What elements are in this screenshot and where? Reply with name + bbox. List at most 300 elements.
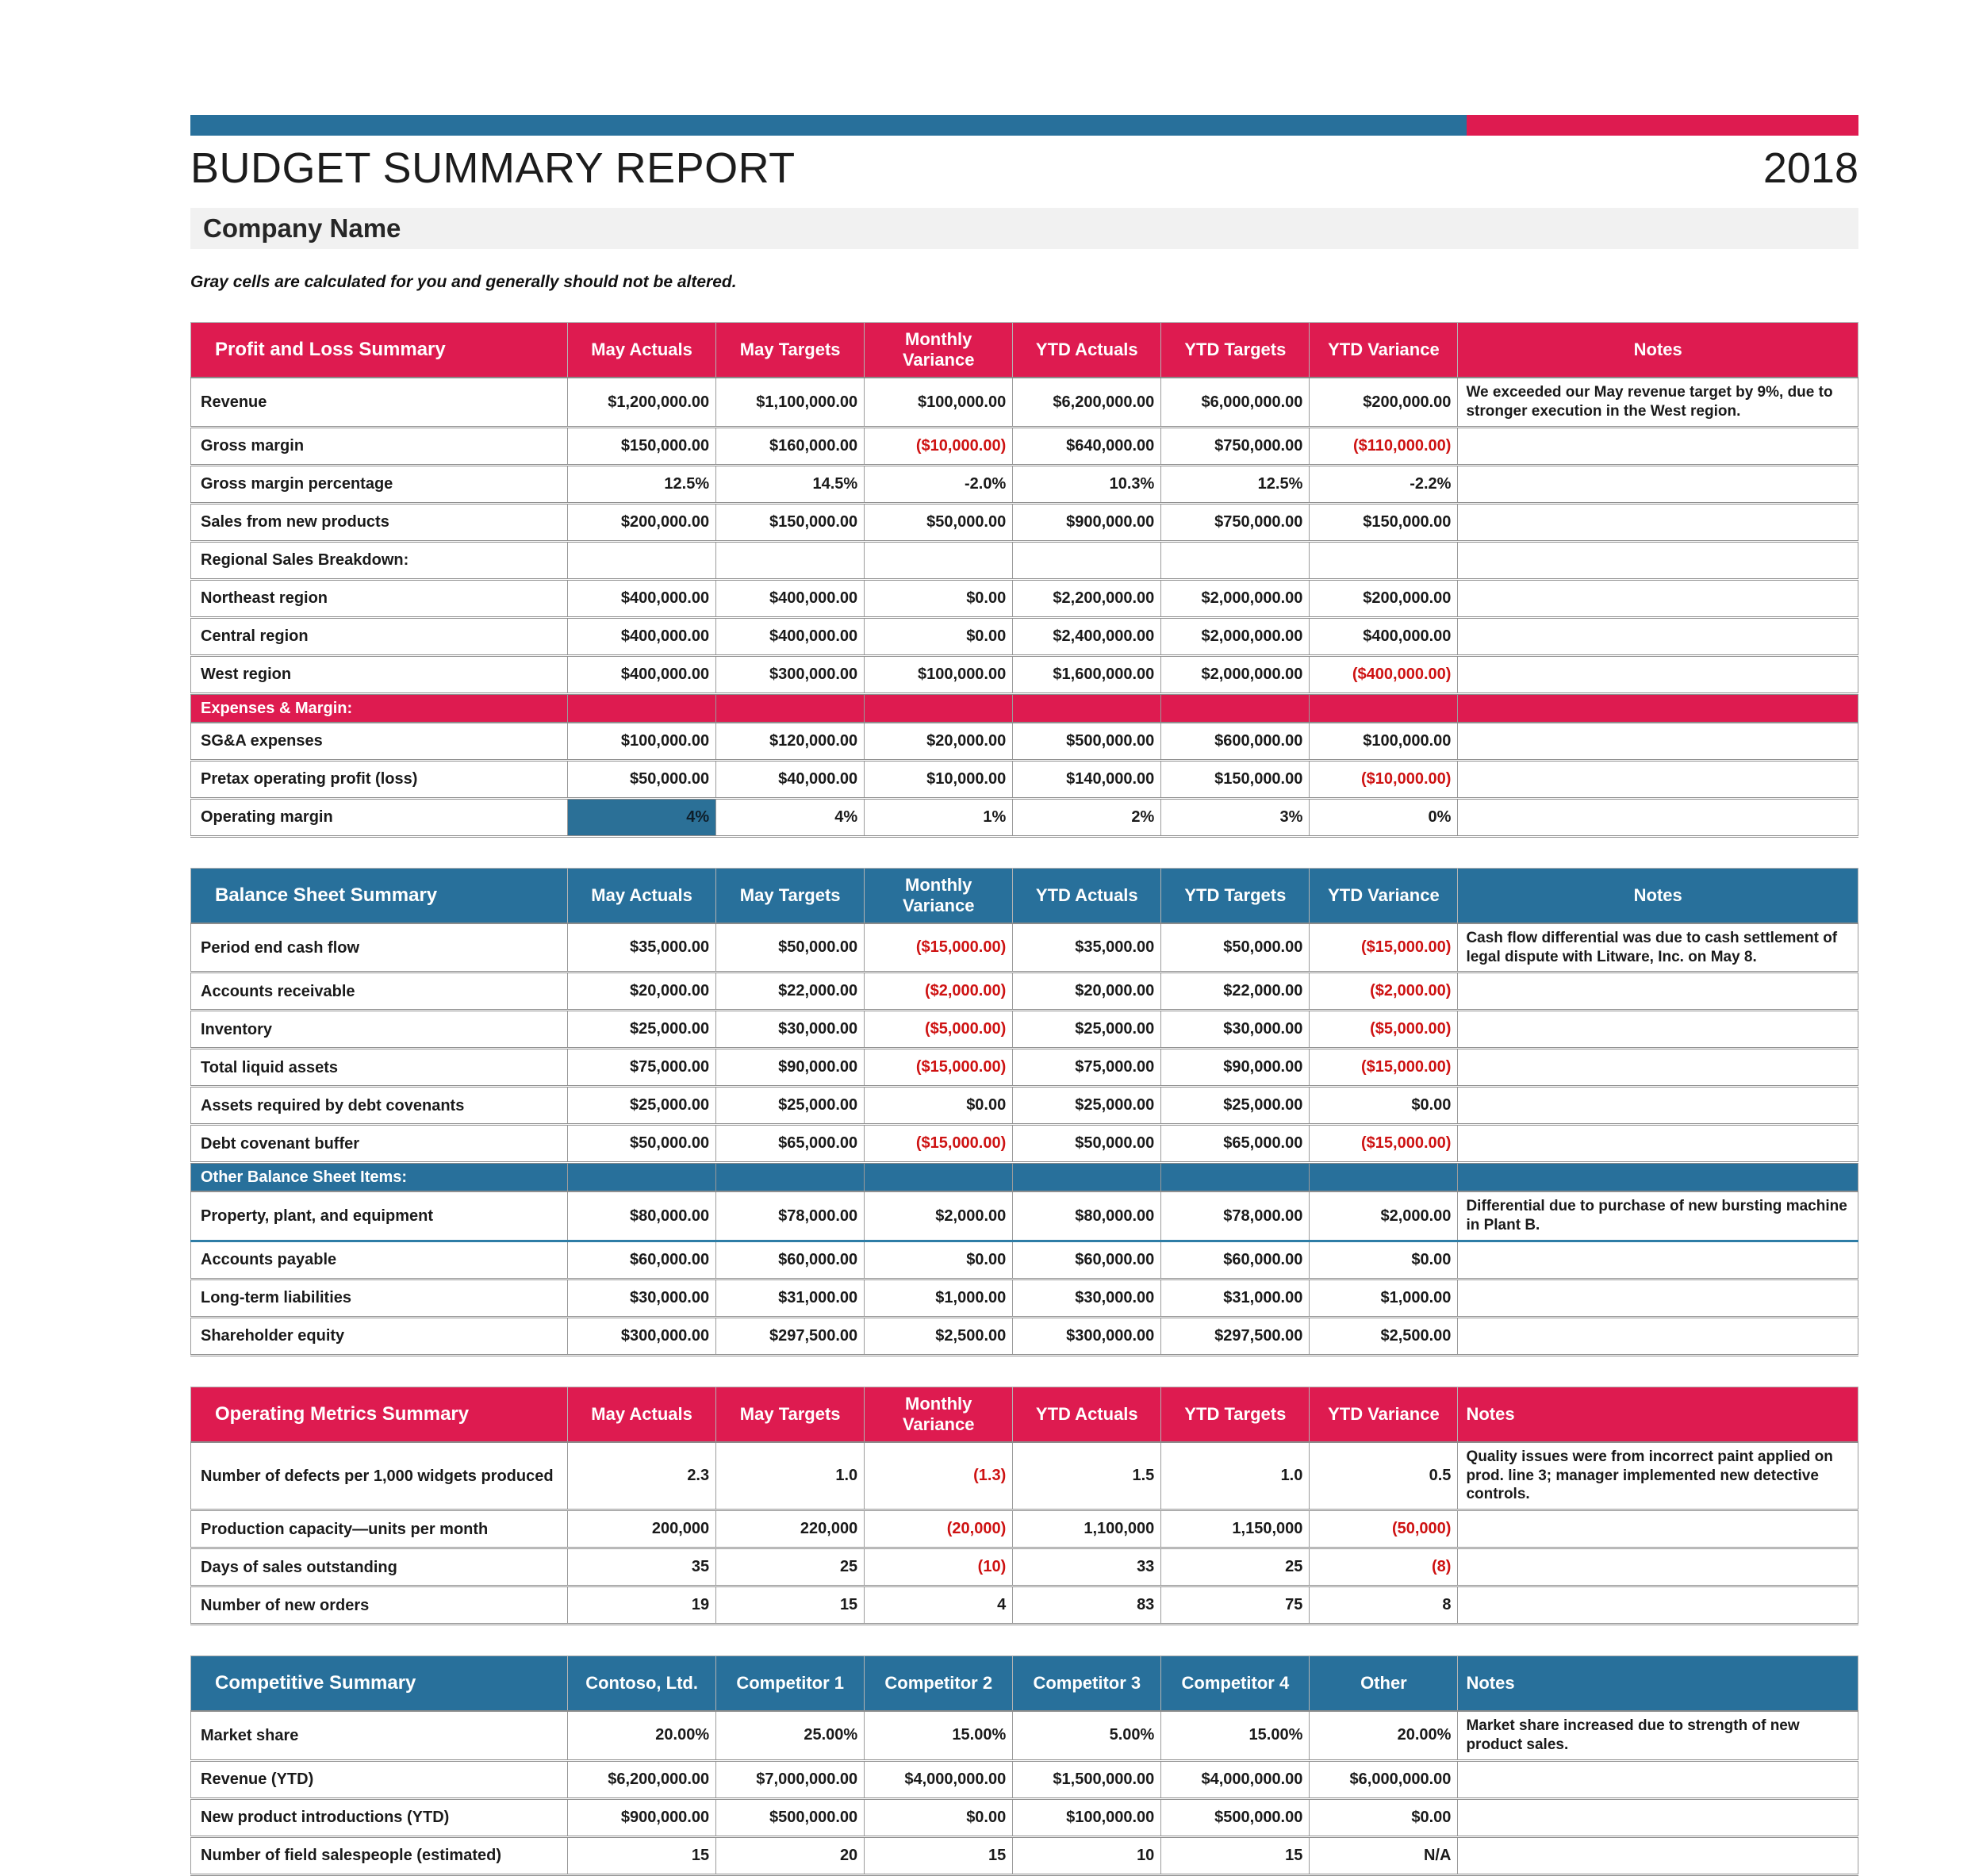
value-cell: $0.00 [1310, 1798, 1458, 1836]
row-label: Shareholder equity [191, 1317, 568, 1355]
value-cell: $50,000.00 [1161, 923, 1310, 973]
value-cell: $400,000.00 [568, 655, 716, 693]
value-cell: $500,000.00 [1161, 1798, 1310, 1836]
row-label: Production capacity—units per month [191, 1510, 568, 1548]
value-cell: $30,000.00 [1013, 1279, 1161, 1317]
section-cell [1458, 1163, 1858, 1192]
value-cell: $200,000.00 [568, 503, 716, 541]
note-cell [1458, 579, 1858, 617]
value-cell: $400,000.00 [716, 617, 865, 655]
section-cell [865, 1163, 1013, 1192]
table-row [191, 1760, 1858, 1798]
competitive-summary-title: Competitive Summary [191, 1656, 568, 1712]
company-name: Company Name [203, 213, 401, 244]
value-cell: $1,000.00 [1310, 1279, 1458, 1317]
value-cell: $25,000.00 [1013, 1087, 1161, 1125]
section-cell [1310, 1163, 1458, 1192]
column-header: Other [1310, 1656, 1458, 1712]
value-cell: ($5,000.00) [1310, 1011, 1458, 1049]
note-cell: Quality issues were from incorrect paint applied on prod. line 3; manager implemented new detective controls. [1458, 1442, 1858, 1510]
value-cell: $25,000.00 [1013, 1011, 1161, 1049]
note-cell: Market share increased due to strength of new product sales. [1458, 1711, 1858, 1760]
balance-sheet-summary-body [191, 923, 1858, 1356]
value-cell: 25 [716, 1548, 865, 1586]
note-cell: Differential due to purchase of new bursting machine in Plant B. [1458, 1191, 1858, 1241]
value-cell: 35 [568, 1548, 716, 1586]
row-label: Northeast region [191, 579, 568, 617]
value-cell: $2,000,000.00 [1161, 579, 1310, 617]
value-cell: $80,000.00 [568, 1191, 716, 1241]
value-cell: $400,000.00 [716, 579, 865, 617]
table-row [191, 1548, 1858, 1586]
section-cell [865, 693, 1013, 723]
value-cell: ($15,000.00) [1310, 923, 1458, 973]
profit-and-loss-summary-header [191, 323, 1858, 378]
header-bar-red-segment [1467, 115, 1858, 136]
column-header: Monthly Variance [865, 868, 1013, 923]
title-row [190, 145, 1858, 192]
table-row [191, 465, 1858, 503]
value-cell: $120,000.00 [716, 723, 865, 761]
note-cell [1458, 1279, 1858, 1317]
note-cell [1458, 1011, 1858, 1049]
header-bar-blue-segment [190, 115, 1467, 136]
table-row [191, 923, 1858, 973]
row-label: Gross margin percentage [191, 465, 568, 503]
value-cell: $31,000.00 [716, 1279, 865, 1317]
value-cell: (50,000) [1310, 1510, 1458, 1548]
value-cell [1310, 541, 1458, 579]
value-cell: 4 [865, 1586, 1013, 1625]
row-label: Accounts payable [191, 1241, 568, 1279]
table-row [191, 1711, 1858, 1760]
column-header: Notes [1458, 868, 1858, 923]
value-cell: $750,000.00 [1161, 503, 1310, 541]
table-row [191, 760, 1858, 798]
value-cell: 8 [1310, 1586, 1458, 1625]
column-header: YTD Variance [1310, 323, 1458, 378]
value-cell: $600,000.00 [1161, 723, 1310, 761]
value-cell: 20.00% [568, 1711, 716, 1760]
column-header: May Targets [716, 1387, 865, 1442]
value-cell: $90,000.00 [716, 1049, 865, 1087]
value-cell: 25.00% [716, 1711, 865, 1760]
value-cell: $6,200,000.00 [1013, 378, 1161, 427]
value-cell: 5.00% [1013, 1711, 1161, 1760]
value-cell: 1,150,000 [1161, 1510, 1310, 1548]
profit-and-loss-summary-body [191, 378, 1858, 836]
value-cell: $25,000.00 [568, 1087, 716, 1125]
section-cell [568, 1163, 716, 1192]
value-cell: 4% [568, 798, 716, 836]
table-row [191, 503, 1858, 541]
value-cell: $1,500,000.00 [1013, 1760, 1161, 1798]
row-label: Number of field salespeople (estimated) [191, 1836, 568, 1874]
note-cell [1458, 1241, 1858, 1279]
note-cell [1458, 655, 1858, 693]
row-label: Long-term liabilities [191, 1279, 568, 1317]
value-cell: $0.00 [865, 1087, 1013, 1125]
value-cell: 15 [568, 1836, 716, 1874]
note-cell [1458, 427, 1858, 465]
value-cell: $22,000.00 [1161, 973, 1310, 1011]
row-label: New product introductions (YTD) [191, 1798, 568, 1836]
value-cell: 19 [568, 1586, 716, 1625]
row-label: Number of defects per 1,000 widgets produced [191, 1442, 568, 1510]
section-label: Other Balance Sheet Items: [191, 1163, 568, 1192]
section-cell [1310, 693, 1458, 723]
value-cell: $4,000,000.00 [1161, 1760, 1310, 1798]
value-cell: $10,000.00 [865, 760, 1013, 798]
row-label: Revenue [191, 378, 568, 427]
row-label: West region [191, 655, 568, 693]
value-cell: 25 [1161, 1548, 1310, 1586]
value-cell: 10 [1013, 1836, 1161, 1874]
header-row [191, 1656, 1858, 1712]
competitive-summary-table [190, 1655, 1858, 1876]
table-row [191, 1798, 1858, 1836]
value-cell: $100,000.00 [1310, 723, 1458, 761]
column-header: YTD Actuals [1013, 868, 1161, 923]
report-title: BUDGET SUMMARY REPORT [190, 144, 796, 192]
balance-sheet-summary-header [191, 868, 1858, 923]
table-row [191, 1163, 1858, 1192]
section-cell [1013, 1163, 1161, 1192]
column-header: Competitor 3 [1013, 1656, 1161, 1712]
value-cell: $50,000.00 [568, 1125, 716, 1163]
section-cell [1458, 693, 1858, 723]
table-row [191, 1510, 1858, 1548]
value-cell: (1.3) [865, 1442, 1013, 1510]
value-cell: 20.00% [1310, 1711, 1458, 1760]
value-cell: $25,000.00 [1161, 1087, 1310, 1125]
value-cell: $30,000.00 [1161, 1011, 1310, 1049]
row-label: SG&A expenses [191, 723, 568, 761]
value-cell: $75,000.00 [1013, 1049, 1161, 1087]
value-cell: $25,000.00 [716, 1087, 865, 1125]
value-cell: 15 [865, 1836, 1013, 1874]
value-cell: ($10,000.00) [1310, 760, 1458, 798]
table-row [191, 1049, 1858, 1087]
company-name-band [190, 208, 1858, 249]
column-header: YTD Actuals [1013, 323, 1161, 378]
value-cell: 10.3% [1013, 465, 1161, 503]
value-cell: 1.0 [1161, 1442, 1310, 1510]
column-header: Notes [1458, 1387, 1858, 1442]
table-row [191, 378, 1858, 427]
value-cell: 220,000 [716, 1510, 865, 1548]
value-cell: $400,000.00 [1310, 617, 1458, 655]
section-cell [1013, 693, 1161, 723]
value-cell: $140,000.00 [1013, 760, 1161, 798]
value-cell: N/A [1310, 1836, 1458, 1874]
column-header: Competitor 1 [716, 1656, 865, 1712]
value-cell: $150,000.00 [568, 427, 716, 465]
value-cell: $2,000.00 [1310, 1191, 1458, 1241]
value-cell: ($2,000.00) [865, 973, 1013, 1011]
value-cell: $0.00 [865, 1798, 1013, 1836]
value-cell: $750,000.00 [1161, 427, 1310, 465]
value-cell: $297,500.00 [1161, 1317, 1310, 1355]
value-cell: 3% [1161, 798, 1310, 836]
table-row [191, 723, 1858, 761]
value-cell: ($15,000.00) [865, 923, 1013, 973]
value-cell: ($15,000.00) [1310, 1125, 1458, 1163]
column-header: Competitor 4 [1161, 1656, 1310, 1712]
note-cell [1458, 1836, 1858, 1874]
value-cell: $50,000.00 [716, 923, 865, 973]
value-cell: ($2,000.00) [1310, 973, 1458, 1011]
value-cell: $150,000.00 [716, 503, 865, 541]
column-header: May Actuals [568, 868, 716, 923]
value-cell [865, 541, 1013, 579]
value-cell: $300,000.00 [568, 1317, 716, 1355]
value-cell: 1.0 [716, 1442, 865, 1510]
value-cell: (8) [1310, 1548, 1458, 1586]
note-cell [1458, 617, 1858, 655]
value-cell: ($15,000.00) [865, 1125, 1013, 1163]
value-cell: $60,000.00 [1161, 1241, 1310, 1279]
note-cell [1458, 760, 1858, 798]
value-cell: $150,000.00 [1161, 760, 1310, 798]
table-row [191, 693, 1858, 723]
value-cell: $25,000.00 [568, 1011, 716, 1049]
table-row [191, 579, 1858, 617]
table-row [191, 1241, 1858, 1279]
value-cell: 1.5 [1013, 1442, 1161, 1510]
competitive-summary-header [191, 1656, 1858, 1712]
value-cell: $75,000.00 [568, 1049, 716, 1087]
value-cell: $0.00 [865, 1241, 1013, 1279]
value-cell: $31,000.00 [1161, 1279, 1310, 1317]
value-cell: $900,000.00 [1013, 503, 1161, 541]
value-cell: 15.00% [1161, 1711, 1310, 1760]
value-cell: $2,500.00 [1310, 1317, 1458, 1355]
header-accent-bar [190, 115, 1858, 136]
section-cell [716, 1163, 865, 1192]
value-cell: $78,000.00 [716, 1191, 865, 1241]
value-cell: 20 [716, 1836, 865, 1874]
table-row [191, 1087, 1858, 1125]
competitive-summary-body [191, 1711, 1858, 1874]
operating-metrics-summary-body [191, 1442, 1858, 1625]
column-header: May Actuals [568, 1387, 716, 1442]
value-cell: 2.3 [568, 1442, 716, 1510]
value-cell: $2,000.00 [865, 1191, 1013, 1241]
value-cell: $60,000.00 [716, 1241, 865, 1279]
row-label: Central region [191, 617, 568, 655]
row-label: Market share [191, 1711, 568, 1760]
note-cell [1458, 1317, 1858, 1355]
value-cell: 1% [865, 798, 1013, 836]
section-cell [1161, 1163, 1310, 1192]
value-cell: $500,000.00 [716, 1798, 865, 1836]
row-label: Days of sales outstanding [191, 1548, 568, 1586]
row-label: Number of new orders [191, 1586, 568, 1625]
value-cell: ($15,000.00) [1310, 1049, 1458, 1087]
table-row [191, 655, 1858, 693]
value-cell: $30,000.00 [568, 1279, 716, 1317]
profit-and-loss-summary-title: Profit and Loss Summary [191, 323, 568, 378]
note-cell [1458, 798, 1858, 836]
value-cell: ($400,000.00) [1310, 655, 1458, 693]
value-cell [716, 541, 865, 579]
value-cell: $0.00 [1310, 1241, 1458, 1279]
value-cell [1013, 541, 1161, 579]
column-header: Monthly Variance [865, 323, 1013, 378]
value-cell: 75 [1161, 1586, 1310, 1625]
value-cell: $100,000.00 [568, 723, 716, 761]
value-cell: 2% [1013, 798, 1161, 836]
value-cell: $2,500.00 [865, 1317, 1013, 1355]
value-cell: 33 [1013, 1548, 1161, 1586]
column-header: Monthly Variance [865, 1387, 1013, 1442]
value-cell: $1,000.00 [865, 1279, 1013, 1317]
table-row [191, 1279, 1858, 1317]
note-cell [1458, 723, 1858, 761]
row-label: Sales from new products [191, 503, 568, 541]
value-cell: ($5,000.00) [865, 1011, 1013, 1049]
section-cell [568, 693, 716, 723]
value-cell: $7,000,000.00 [716, 1760, 865, 1798]
row-label: Gross margin [191, 427, 568, 465]
value-cell: $35,000.00 [568, 923, 716, 973]
row-label: Regional Sales Breakdown: [191, 541, 568, 579]
value-cell: $100,000.00 [1013, 1798, 1161, 1836]
row-label: Pretax operating profit (loss) [191, 760, 568, 798]
value-cell: $20,000.00 [1013, 973, 1161, 1011]
value-cell: $400,000.00 [568, 617, 716, 655]
operating-metrics-summary-title: Operating Metrics Summary [191, 1387, 568, 1442]
value-cell: $297,500.00 [716, 1317, 865, 1355]
header-row [191, 1387, 1858, 1442]
table-row [191, 1011, 1858, 1049]
value-cell: $50,000.00 [865, 503, 1013, 541]
row-label: Accounts receivable [191, 973, 568, 1011]
report-page [190, 115, 1858, 1876]
value-cell: $300,000.00 [1013, 1317, 1161, 1355]
operating-metrics-summary-table [190, 1387, 1858, 1625]
value-cell: $0.00 [865, 579, 1013, 617]
value-cell: $65,000.00 [716, 1125, 865, 1163]
value-cell: $30,000.00 [716, 1011, 865, 1049]
row-label: Revenue (YTD) [191, 1760, 568, 1798]
note-cell [1458, 1760, 1858, 1798]
note-cell [1458, 1798, 1858, 1836]
balance-sheet-summary-title: Balance Sheet Summary [191, 868, 568, 923]
value-cell: $4,000,000.00 [865, 1760, 1013, 1798]
row-label: Period end cash flow [191, 923, 568, 973]
column-header: Competitor 2 [865, 1656, 1013, 1712]
value-cell: $40,000.00 [716, 760, 865, 798]
value-cell: $60,000.00 [1013, 1241, 1161, 1279]
value-cell: 1,100,000 [1013, 1510, 1161, 1548]
value-cell: $90,000.00 [1161, 1049, 1310, 1087]
value-cell: 200,000 [568, 1510, 716, 1548]
value-cell: $65,000.00 [1161, 1125, 1310, 1163]
value-cell: 15 [716, 1586, 865, 1625]
row-label: Total liquid assets [191, 1049, 568, 1087]
value-cell: $100,000.00 [865, 378, 1013, 427]
report-year: 2018 [1762, 144, 1858, 192]
value-cell: ($110,000.00) [1310, 427, 1458, 465]
note-cell [1458, 503, 1858, 541]
value-cell: (20,000) [865, 1510, 1013, 1548]
table-row [191, 1191, 1858, 1241]
value-cell: $400,000.00 [568, 579, 716, 617]
value-cell: 12.5% [1161, 465, 1310, 503]
value-cell: $200,000.00 [1310, 579, 1458, 617]
value-cell: $1,600,000.00 [1013, 655, 1161, 693]
header-row [191, 868, 1858, 923]
column-header: YTD Targets [1161, 1387, 1310, 1442]
value-cell: $20,000.00 [865, 723, 1013, 761]
table-row [191, 1586, 1858, 1625]
note-cell [1458, 973, 1858, 1011]
header-row [191, 323, 1858, 378]
row-label: Debt covenant buffer [191, 1125, 568, 1163]
column-header: Notes [1458, 1656, 1858, 1712]
value-cell: -2.0% [865, 465, 1013, 503]
column-header: YTD Actuals [1013, 1387, 1161, 1442]
table-row [191, 1836, 1858, 1874]
value-cell: $2,000,000.00 [1161, 655, 1310, 693]
table-row [191, 541, 1858, 579]
value-cell: 12.5% [568, 465, 716, 503]
value-cell: $22,000.00 [716, 973, 865, 1011]
value-cell: $100,000.00 [865, 655, 1013, 693]
column-header: YTD Variance [1310, 1387, 1458, 1442]
row-label: Inventory [191, 1011, 568, 1049]
value-cell: ($10,000.00) [865, 427, 1013, 465]
note-cell [1458, 1087, 1858, 1125]
value-cell: 0% [1310, 798, 1458, 836]
operating-metrics-summary-header [191, 1387, 1858, 1442]
value-cell: $78,000.00 [1161, 1191, 1310, 1241]
note-cell: We exceeded our May revenue target by 9%, due to stronger execution in the West region. [1458, 378, 1858, 427]
value-cell [1161, 541, 1310, 579]
value-cell: $150,000.00 [1310, 503, 1458, 541]
row-label: Assets required by debt covenants [191, 1087, 568, 1125]
value-cell: $1,200,000.00 [568, 378, 716, 427]
table-row [191, 973, 1858, 1011]
value-cell: $200,000.00 [1310, 378, 1458, 427]
note-cell [1458, 1125, 1858, 1163]
value-cell: 15.00% [865, 1711, 1013, 1760]
row-label: Property, plant, and equipment [191, 1191, 568, 1241]
value-cell: $500,000.00 [1013, 723, 1161, 761]
value-cell: ($15,000.00) [865, 1049, 1013, 1087]
value-cell: $900,000.00 [568, 1798, 716, 1836]
section-cell [716, 693, 865, 723]
table-row [191, 427, 1858, 465]
value-cell: $6,200,000.00 [568, 1760, 716, 1798]
column-header: Contoso, Ltd. [568, 1656, 716, 1712]
value-cell: $0.00 [1310, 1087, 1458, 1125]
column-header: May Actuals [568, 323, 716, 378]
value-cell: $2,200,000.00 [1013, 579, 1161, 617]
profit-and-loss-summary-table [190, 322, 1858, 838]
column-header: YTD Targets [1161, 323, 1310, 378]
note-cell [1458, 1586, 1858, 1625]
note-cell [1458, 1548, 1858, 1586]
value-cell: $1,100,000.00 [716, 378, 865, 427]
value-cell: -2.2% [1310, 465, 1458, 503]
value-cell: 83 [1013, 1586, 1161, 1625]
gray-cells-note: Gray cells are calculated for you and generally should not be altered. [190, 273, 737, 292]
value-cell: $50,000.00 [1013, 1125, 1161, 1163]
note-cell [1458, 1510, 1858, 1548]
